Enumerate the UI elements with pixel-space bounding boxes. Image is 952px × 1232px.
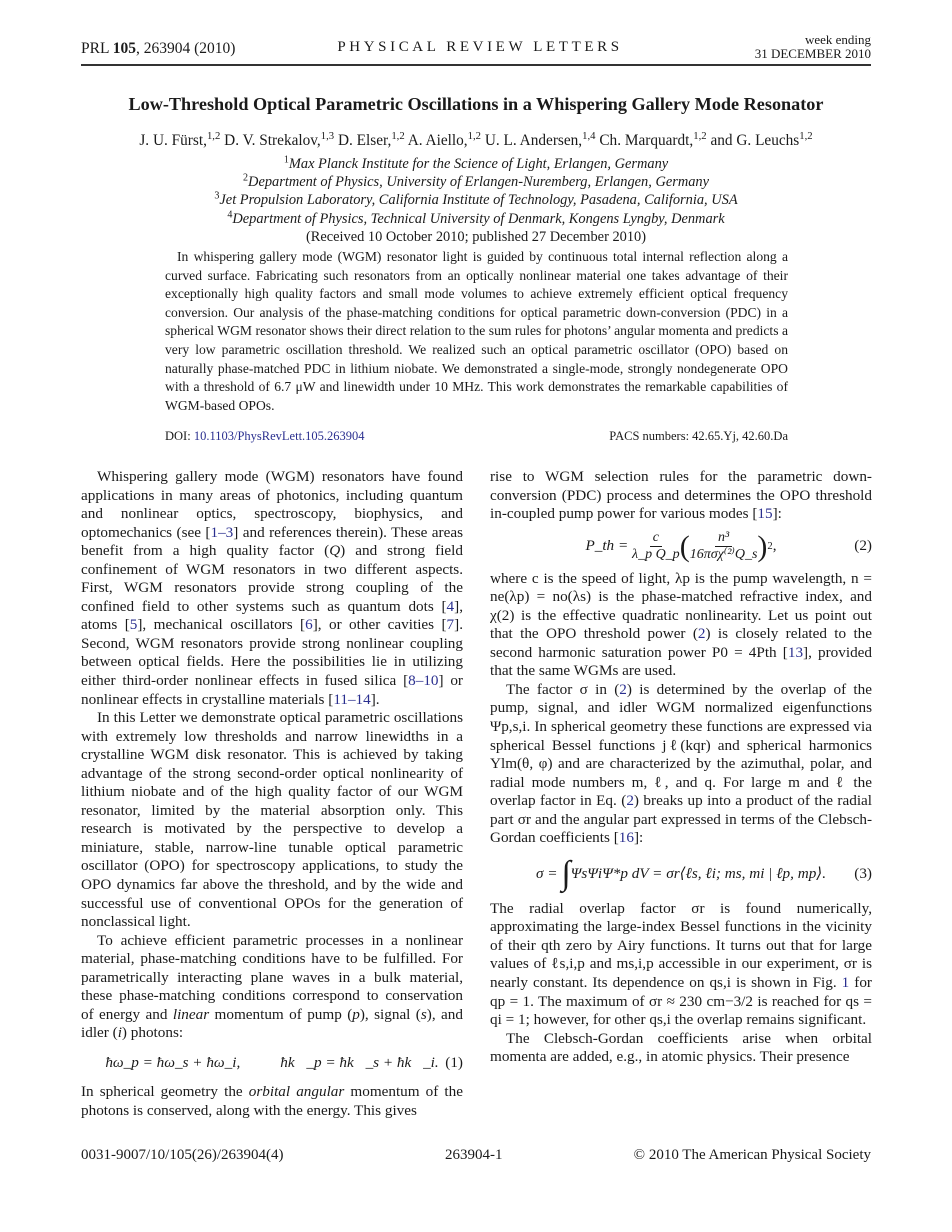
affiliation: $^2$Department of Physics, University of Erlangen-Nuremberg, Erlangen, Germany	[243, 172, 709, 191]
citation-link[interactable]: 1–3	[210, 523, 234, 541]
affiliation: $^1$Max Planck Institute for the Science of Light, Erlangen, Germany	[283, 154, 669, 172]
doi-link[interactable]: 10.1103/PhysRevLett.105.263904	[193, 429, 365, 443]
equation-1	[81, 1043, 463, 1083]
author: U. L. Andersen,$^{1,4}$	[484, 130, 596, 149]
citation-link[interactable]: 16	[618, 829, 634, 847]
body-right-column	[490, 468, 872, 1067]
equation-lhs: σ =	[535, 864, 558, 882]
equation-lhs: P_th =	[585, 537, 629, 555]
journal-name: PHYSICAL REVIEW LETTERS	[337, 39, 623, 55]
fraction: $\frac{\text{n³}}{\text{16πσχ⁽²⁾Q\_s}}$	[689, 530, 758, 563]
equation-momentum: ħk⃗_p = ħk⃗_s + ħk⃗_i.	[280, 1053, 439, 1071]
doi-label: DOI:	[165, 429, 194, 443]
integral-sign: ∫	[561, 854, 571, 892]
paragraph: The factor σ in (2) is determined by the overlap of the pump, signal, and idler WGM normalized eigenfunctions Ψp,s,i. In spherical geometry these functions are expressed via spherical Bessel functions jℓ(kqr) and spherical harmonics Ylm(θ, φ) and are characterized by the azimuthal, polar, and radial mode numbers m, ℓ, and q. For large m and ℓ the overlap factor in Eq. (2) breaks up into a product of the radial part σr and the angular part expressed in terms of the Clebsch-Gordan coefficients [16]:	[490, 680, 872, 847]
equation-link[interactable]: 2	[697, 625, 706, 643]
affiliation: $^4$Department of Physics, Technical University of Denmark, Kongens Lyngby, Denmark	[227, 209, 725, 227]
citation-link[interactable]: 15	[757, 505, 773, 523]
header-rule	[81, 64, 871, 66]
equation-rhs: ΨsΨiΨ*p dV = σr⟨ℓs, ℓi; ms, mi | ℓp, mp⟩.	[570, 864, 827, 882]
citation-link[interactable]: 7	[446, 616, 455, 634]
citation-link[interactable]: 5	[129, 616, 138, 634]
paragraph: The radial overlap factor σr is found numerically, approximating the large-index Bessel functions in the vicinity of their qth zero by Airy functions. It turns out that for large values of ℓs,i,p and ms,i,p accessible in our experiment, σr is nearly constant. Its dependence on qs,i is shown in Fig. 1 for qp = 1. The maximum of σr ≈ 230 cm−3/2 is reached for qs = qi = 1; however, for other qs,i the overlap remains significant.	[490, 899, 872, 1029]
week-ending-label: week ending	[804, 32, 871, 47]
author: J. U. Fürst,$^{1,2}$	[139, 130, 221, 149]
volume-number: 105	[112, 40, 136, 57]
journal-abbrev: PRL	[81, 40, 113, 57]
fraction: $\frac{c}{\text{λ\_p Q\_p}}$	[632, 530, 680, 563]
article-number: , 263904 (2010)	[135, 40, 236, 57]
equation-energy: ħω_p = ħω_s + ħω_i,	[105, 1053, 241, 1071]
copyright: © 2010 The American Physical Society	[633, 1147, 871, 1163]
author: D. V. Strekalov,$^{1,3}$	[224, 130, 335, 149]
abstract: In whispering gallery mode (WGM) resonator light is guided by continuous total internal reflection along a curved surface. Fabricating such resonators from an optically nonlinear material one takes advantage of their exceptionally high quality factors and small mode volumes to achieve extremely efficient optical frequency conversion. Our analysis of the phase-matching conditions for optical parametric down-conversion (PDC) in a spherical WGM resonator shows their direct relation to the sum rules for photons’ angular momenta and predicts a very low parametric oscillation threshold. We realized such an optical parametric oscillator (OPO) based on naturally phase-matched PDC in lithium niobate. We demonstrated a single-mode, strongly nondegenerate OPO with a threshold of 6.7 μW and linewidth under 10 MHz. This work demonstrates the remarkable capabilities of WGM-based OPOs.	[165, 249, 788, 413]
journal-reference	[81, 40, 235, 58]
affiliation: $^3$Jet Propulsion Laboratory, California Institute of Technology, Pasadena, California, USA	[214, 190, 738, 209]
equation-number: (1)	[445, 1053, 463, 1071]
week-ending-date: 31 DECEMBER 2010	[754, 46, 871, 61]
citation-link[interactable]: 13	[787, 643, 804, 661]
paragraph: The Clebsch-Gordan coefficients arise when orbital momenta are added, e.g., in atomic physics. Their presence	[490, 1029, 872, 1066]
author: and G. Leuchs$^{1,2}$	[710, 130, 813, 149]
equation-number: (2)	[854, 537, 872, 555]
doi	[165, 429, 365, 444]
author: D. Elser,$^{1,2}$	[337, 130, 405, 149]
citation-link[interactable]: 6	[305, 616, 313, 634]
publication-dates: (Received 10 October 2010; published 27 December 2010)	[305, 228, 647, 245]
equation-link[interactable]: 2	[626, 792, 634, 810]
body-left-column	[81, 468, 463, 1120]
equation-2: P_th = $\frac{c}{\text{λ\_p Q\_p}}$ ( $\frac{\text{n³}}{\text{16πσχ⁽²⁾Q\_s}}$ ) 2 , (2)	[585, 529, 872, 563]
week-ending	[755, 33, 871, 61]
citation-link[interactable]: 11–14	[333, 690, 371, 708]
author: A. Aiello,$^{1,2}$	[407, 130, 482, 149]
citation-link[interactable]: 8–10	[408, 672, 439, 690]
author: Ch. Marquardt,$^{1,2}$	[599, 130, 707, 149]
paragraph: Whispering gallery mode (WGM) resonators have found applications in many areas of photonics, including quantum and nonlinear optics, spectroscopy, biophysics, and optomechanics (see [1–3] and references therein). These areas benefit from a high quality factor (Q) and strong field confinement of WGM resonators in two different aspects. First, WGM resonators provide strong coupling of the confined field to other systems such as quantum dots [4], atoms [5], mechanical oscillators [6], or other cavities [7]. Second, WGM resonators provide strong nonlinear coupling between optical fields. Here the possibilities lie in utilizing either third-order nonlinear effects in fused silica [8–10] or nonlinear effects in crystalline materials [11–14].	[81, 468, 464, 708]
footer-code: 0031-9007/10/105(26)/263904(4)	[81, 1147, 284, 1163]
page-number: 263904-1	[445, 1147, 503, 1163]
equation-number: (3)	[854, 864, 872, 882]
citation-link[interactable]: 4	[446, 597, 455, 615]
equation-3	[490, 848, 872, 900]
equation-link[interactable]: 2	[619, 680, 627, 698]
affiliations	[60, 155, 892, 246]
paragraph: where c is the speed of light, λp is the pump wavelength, n = ne(λp) = no(λs) is the phase-matched refractive index, and χ(2) is the effective quadratic nonlinearity. Let us point out that the OPO threshold power (2) is closely related to the second harmonic saturation power P0 = 4Pth [13], provided that the same WGMs are used.	[490, 569, 873, 680]
paragraph: In spherical geometry the orbital angular momentum of the photons is conserved, along with the energy. This gives	[81, 1082, 463, 1119]
paragraph: In this Letter we demonstrate optical parametric oscillations with extremely low thresholds and narrow linewidths in a crystalline WGM disk resonator. This is achieved by taking advantage of the strong second-order optical nonlinearity of lithium niobate and of the high quality factor of our WGM resonator, limited by the material absorption only. This research is motivated by the perspective to develop a miniature, stable, narrow-line tunable optical parametric oscillator (OPO) for spectroscopy applications, to study the OPO dynamics far above the threshold, and by the wide and successful use of conventional OPOs for the generation of nonclassical light.	[81, 709, 463, 931]
author-list	[60, 132, 892, 150]
pacs-numbers: PACS numbers: 42.65.Yj, 42.60.Da	[609, 429, 788, 443]
paragraph: To achieve efficient parametric processes in a nonlinear material, phase-matching conditions have to be fulfilled. For parametrically interacting plane waves in a bulk material, these phase-matching conditions correspond to conservation of energy and linear momentum of pump (p), signal (s), and idler (i) photons:	[81, 931, 463, 1042]
paragraph: rise to WGM selection rules for the parametric down-conversion (PDC) process and determines the OPO threshold in-coupled pump power for various modes [15]:	[490, 468, 872, 523]
paper-title: Low-Threshold Optical Parametric Oscillations in a Whispering Gallery Mode Resonator	[128, 94, 824, 114]
figure-link[interactable]: 1	[841, 974, 850, 992]
